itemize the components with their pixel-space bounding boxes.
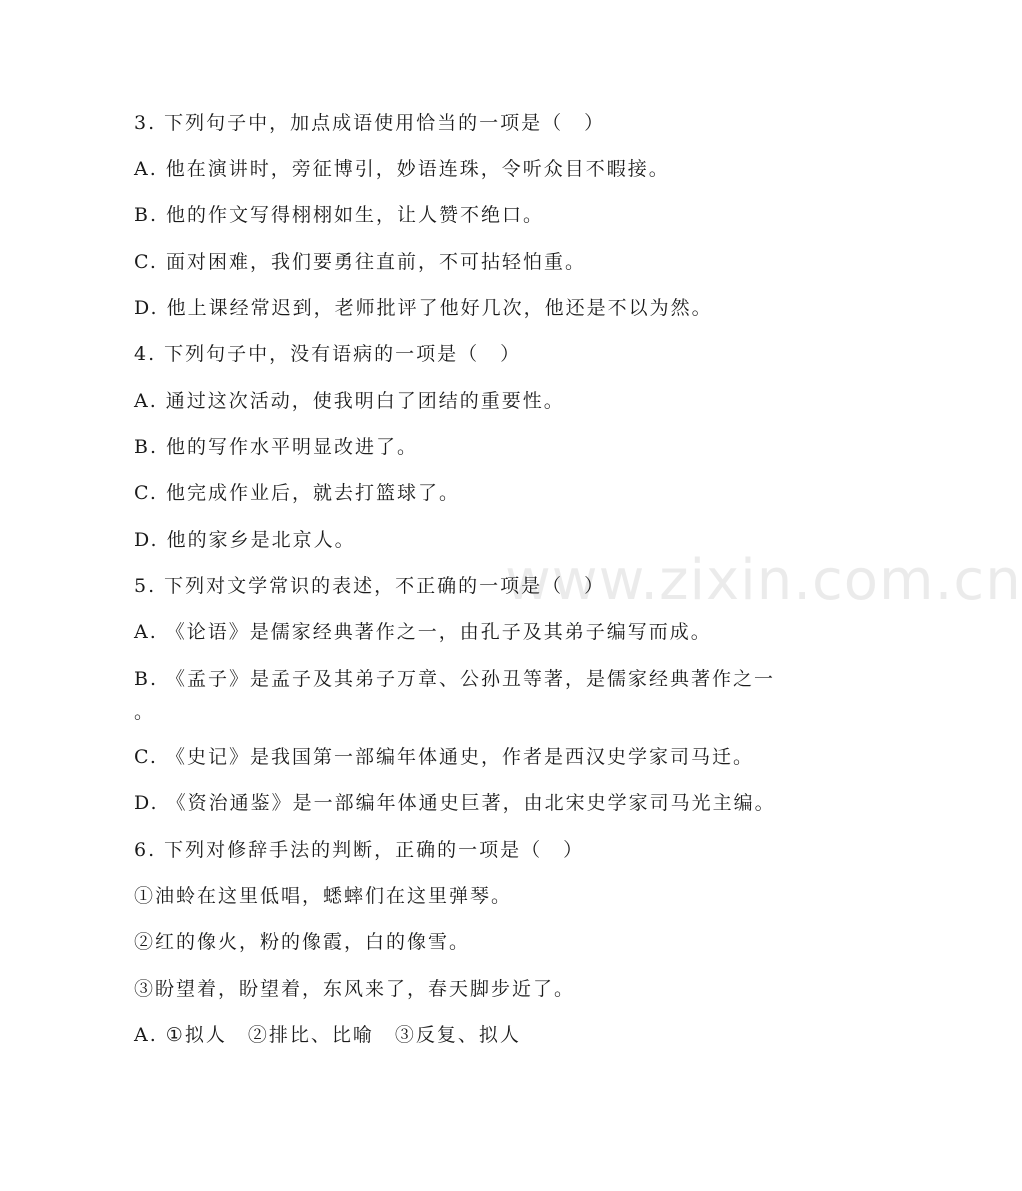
question-4-option-d: D. 他的家乡是北京人。 bbox=[134, 529, 356, 551]
question-4-option-a: A. 通过这次活动，使我明白了团结的重要性。 bbox=[134, 390, 565, 412]
question-4-option-c: C. 他完成作业后，就去打篮球了。 bbox=[134, 482, 460, 504]
question-4-stem: 4. 下列句子中，没有语病的一项是（ ） bbox=[134, 343, 522, 365]
question-6-sentence-3: ③盼望着，盼望着，东风来了，春天脚步近了。 bbox=[134, 978, 576, 1000]
watermark: www.zixin.com.cn bbox=[505, 548, 1022, 613]
question-5-option-b: B. 《孟子》是孟子及其弟子万章、公孙丑等著，是儒家经典著作之一 bbox=[134, 668, 776, 690]
question-6-option-a: A. ①拟人 ②排比、比喻 ③反复、拟人 bbox=[134, 1024, 521, 1046]
question-6-stem: 6. 下列对修辞手法的判断，正确的一项是（ ） bbox=[134, 839, 585, 861]
question-5-stem: 5. 下列对文学常识的表述，不正确的一项是（ ） bbox=[134, 575, 606, 597]
question-3-option-b: B. 他的作文写得栩栩如生，让人赞不绝口。 bbox=[134, 204, 545, 226]
question-5-option-a: A. 《论语》是儒家经典著作之一，由孔子及其弟子编写而成。 bbox=[134, 621, 712, 643]
question-4-option-b: B. 他的写作水平明显改进了。 bbox=[134, 436, 419, 458]
question-3-option-a: A. 他在演讲时，旁征博引，妙语连珠，令听众目不暇接。 bbox=[134, 158, 670, 180]
question-6-sentence-1: ①油蛉在这里低唱，蟋蟀们在这里弹琴。 bbox=[134, 885, 513, 907]
question-5-option-d: D. 《资治通鉴》是一部编年体通史巨著，由北宋史学家司马光主编。 bbox=[134, 792, 776, 814]
question-6-sentence-2: ②红的像火，粉的像霞，白的像雪。 bbox=[134, 931, 471, 953]
question-3-option-d: D. 他上课经常迟到，老师批评了他好几次，他还是不以为然。 bbox=[134, 297, 713, 319]
question-3-stem: 3. 下列句子中，加点成语使用恰当的一项是（ ） bbox=[134, 112, 606, 134]
question-5-option-c: C. 《史记》是我国第一部编年体通史，作者是西汉史学家司马迁。 bbox=[134, 746, 754, 768]
question-5-option-b-wrap: 。 bbox=[134, 701, 156, 723]
question-3-option-c: C. 面对困难，我们要勇往直前，不可拈轻怕重。 bbox=[134, 251, 586, 273]
